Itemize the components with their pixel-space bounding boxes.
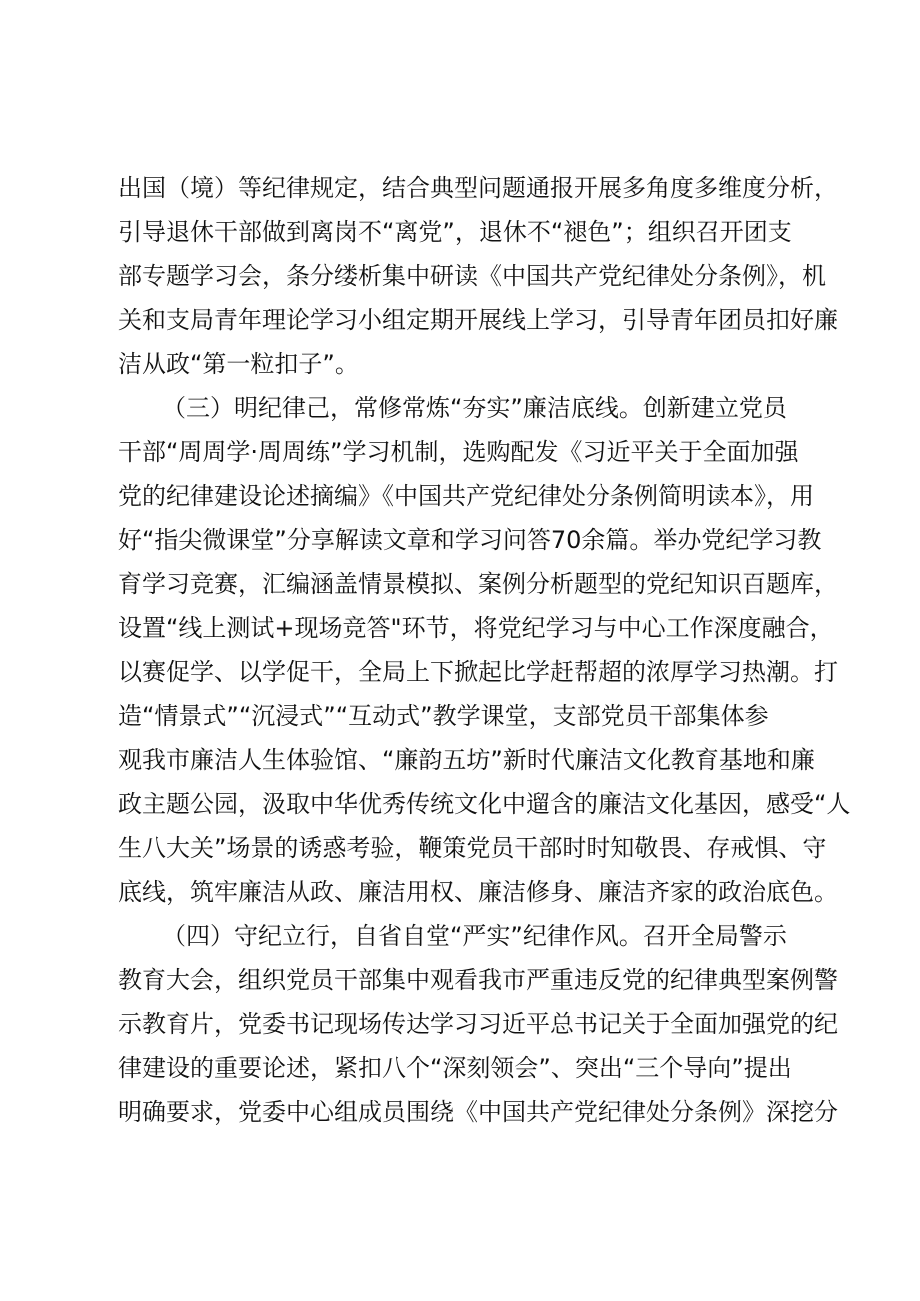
line-text: 关和支局青年理论学习小组定期开展线上学习，引导青年团员扣好廉 bbox=[118, 306, 838, 334]
line-text: （四）守纪立行，自省自堂“严实”纪律作风。召开全局警示 bbox=[162, 922, 787, 950]
text-line bbox=[0, 872, 920, 912]
text-line bbox=[0, 784, 920, 824]
line-text: 观我市廉洁人生体验馆、“廉韵五坊”新时代廉洁文化教育基地和廉 bbox=[118, 746, 815, 774]
line-text: 引导退休干部做到离岗不“离党”，退休不“褪色”；组织召开团支 bbox=[118, 218, 792, 246]
line-text: 出国（境）等纪律规定，结合典型问题通报开展多角度多维度分析， bbox=[118, 174, 838, 202]
line-text: 政主题公园，汲取中华优秀传统文化中遛含的廉洁文化基因，感受“人 bbox=[118, 790, 851, 818]
text-line bbox=[0, 1004, 920, 1044]
line-text: 以赛促学、以学促干，全局上下掀起比学赶帮超的浓厚学习热潮。打 bbox=[118, 658, 838, 686]
text-line bbox=[0, 608, 920, 648]
text-line bbox=[0, 476, 920, 516]
line-text: 干部“周周学·周周练”学习机制，选购配发《习近平关于全面加强 bbox=[118, 438, 799, 466]
text-line bbox=[0, 828, 920, 868]
line-text: 示教育片，党委书记现场传达学习习近平总书记关于全面加强党的纪 bbox=[118, 1010, 838, 1038]
text-line bbox=[0, 652, 920, 692]
text-line bbox=[0, 344, 920, 384]
line-text: 育学习竞赛，汇编涵盖情景模拟、案例分析题型的党纪知识百题库， bbox=[118, 570, 838, 598]
line-text: 底线，筑牢廉洁从政、廉洁用权、廉洁修身、廉洁齐家的政治底色。 bbox=[118, 878, 838, 906]
text-line bbox=[0, 1092, 920, 1132]
line-text: 生八大关”场景的诱惑考验，鞭策党员干部时时知敬畏、存戒惧、守 bbox=[118, 834, 827, 862]
line-text: 设置“线上测试+现场竞答"环节，将党纪学习与中心工作深度融合， bbox=[118, 614, 834, 642]
text-line bbox=[0, 520, 920, 560]
text-line bbox=[0, 564, 920, 604]
text-line bbox=[0, 740, 920, 780]
text-line bbox=[0, 212, 920, 252]
text-line bbox=[0, 696, 920, 736]
section-heading-line bbox=[0, 388, 920, 428]
text-line bbox=[0, 300, 920, 340]
text-line bbox=[0, 960, 920, 1000]
text-line bbox=[0, 1048, 920, 1088]
line-text: 洁从政“第一粒扣子”。 bbox=[118, 350, 359, 378]
section-heading-line bbox=[0, 916, 920, 956]
line-text: 部专题学习会，条分缕析集中研读《中国共产党纪律处分条例》，机 bbox=[118, 262, 826, 290]
line-text: 党的纪律建设论述摘编》《中国共产党纪律处分条例简明读本》，用 bbox=[118, 482, 814, 510]
line-text: 好“指尖微课堂”分享解读文章和学习问答70余篇。举办党纪学习教 bbox=[118, 526, 822, 554]
text-line bbox=[0, 256, 920, 296]
line-text: 律建设的重要论述，紧扣八个“深刻领会”、突出“三个导向”提出 bbox=[118, 1054, 792, 1082]
text-line bbox=[0, 168, 920, 208]
line-text: （三）明纪律己，常修常炼“夯实”廉洁底线。创新建立党员 bbox=[162, 394, 787, 422]
line-text: 造“情景式”“沉浸式”“互动式”教学课堂，支部党员干部集体参 bbox=[118, 702, 769, 730]
line-text: 教育大会，组织党员干部集中观看我市严重违反党的纪律典型案例警 bbox=[118, 966, 838, 994]
line-text: 明确要求，党委中心组成员围绕《中国共产党纪律处分条例》深挖分 bbox=[118, 1098, 838, 1126]
text-line bbox=[0, 432, 920, 472]
